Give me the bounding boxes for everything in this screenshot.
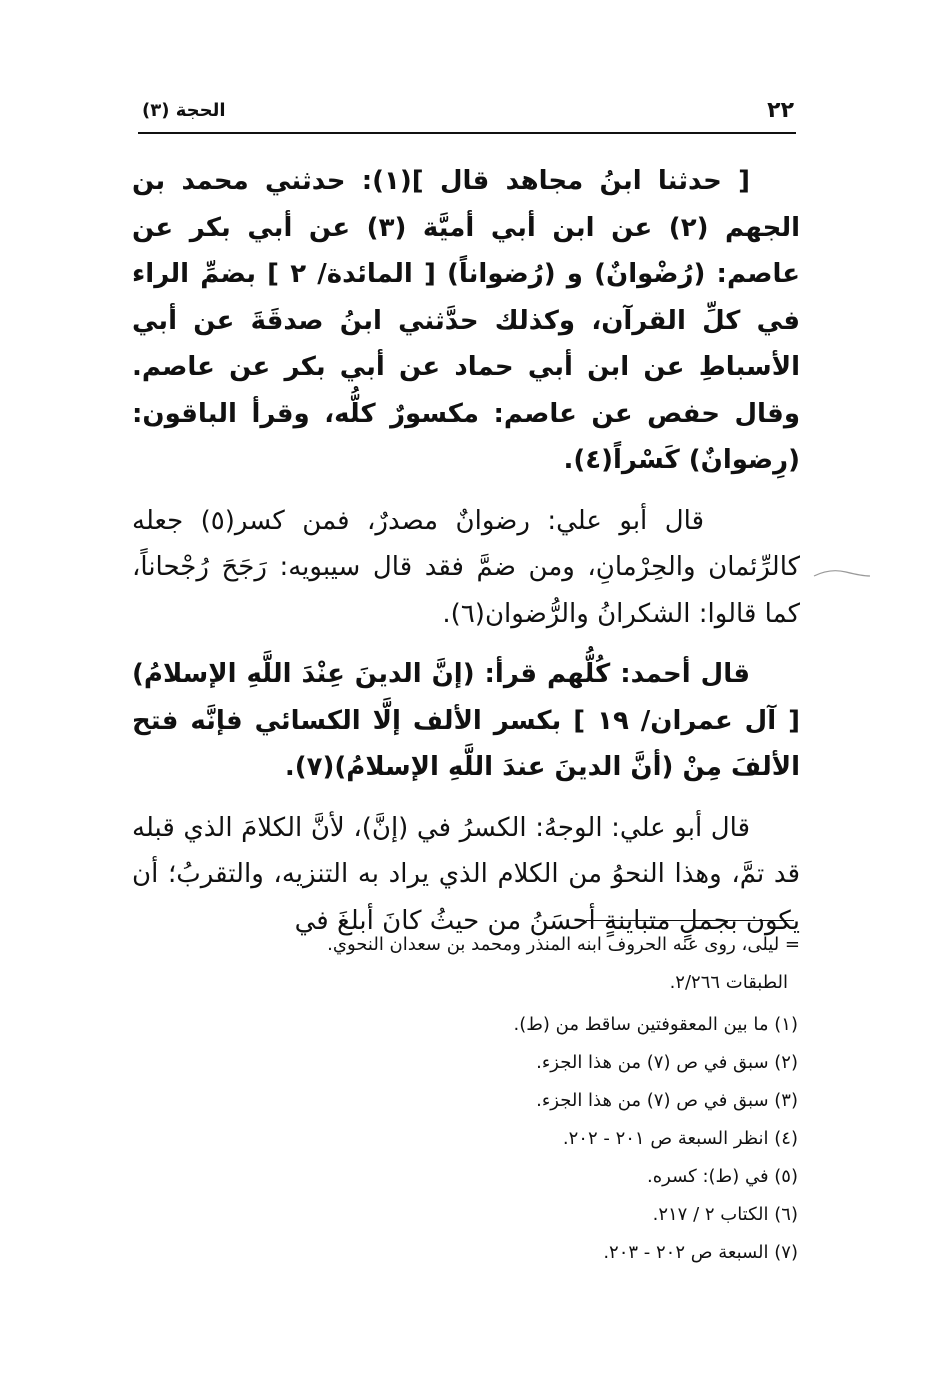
footnote-item: (٧) السبعة ص ٢٠٢ - ٢٠٣. (603, 1242, 798, 1263)
paragraph-4: قال أبو علي: الوجهُ: الكسرُ في (إنَّ)، لأنَّ الكلامَ الذي قبله قد تمَّ، وهذا النحوُ من الكلام الذي يراد به التنزيه، والتقربُ؛ أن يكون بجملٍ متباينةٍ أحسَنُ من حيثُ كانَ أبلغَ في (132, 812, 800, 936)
footnote-list (132, 1006, 800, 1272)
footnote-continuation-tail: الطبقات ٢/٢٦٦. (669, 972, 788, 993)
footnote-item: (٦) الكتاب ٢ / ٢١٧. (652, 1204, 798, 1225)
footnote-item: (٣) سبق في ص (٧) من هذا الجزء. (536, 1090, 798, 1111)
footnote-item: (١) ما بين المعقوفتين ساقط من (ط). (513, 1014, 798, 1035)
page-number: ٢٢ (767, 98, 794, 123)
book-title: الحجة (٣) (142, 100, 226, 121)
footnote-separator (586, 920, 794, 921)
footnotes (132, 926, 800, 1272)
paragraph-3: قال أحمد: كُلُّهم قرأ: (إنَّ الدينَ عِنْدَ اللَّهِ الإسلامُ) [ آل عمران/ ١٩ ] بكسر الألف إلَّا الكسائي فإنَّه فتح الألفَ مِنْ (أنَّ الدينَ عندَ اللَّهِ الإسلامُ)(٧). (132, 659, 800, 782)
paragraph-1: [ حدثنا ابنُ مجاهد قال ](١): حدثني محمد بن الجهم (٢) عن ابن أبي أميَّة (٣) عن أبي بكر عن عاصم: (رُضْوانٌ) و (رُضواناً) [ المائدة/ ٢ ] بضمِّ الراء في كلِّ القرآن، وكذلك حدَّثني ابنُ صدقَةَ عن أبي الأسباطِ عن ابن أبي حماد عن أبي بكر عن عاصم. وقال حفص عن عاصم: مكسورٌ كلُّه، وقرأ الباقون: (رِضوانٌ) كَسْراً(٤). (132, 166, 801, 475)
margin-pencil-mark (812, 566, 872, 582)
paragraph-2: قال أبو علي: رضوانٌ مصدرٌ، فمن كسر(٥) جعله كالرِّئمان والحِرْمانِ، ومن ضمَّ فقد قال سيبويه: رَجَحَ رُجْحاناً، كما قالوا: الشكرانُ والرُّضوان(٦). (132, 505, 800, 629)
footnote-item: (٢) سبق في ص (٧) من هذا الجزء. (536, 1052, 798, 1073)
footnote-continuation: = ليلى، روى عنه الحروف ابنه المنذر ومحمد بن سعدان النحوي. (327, 934, 800, 955)
footnote-item: (٤) انظر السبعة ص ٢٠١ - ٢٠٢. (562, 1128, 798, 1149)
main-text (132, 158, 800, 958)
page-header (138, 92, 796, 134)
footnote-item: (٥) في (ط): كسره. (647, 1166, 798, 1187)
